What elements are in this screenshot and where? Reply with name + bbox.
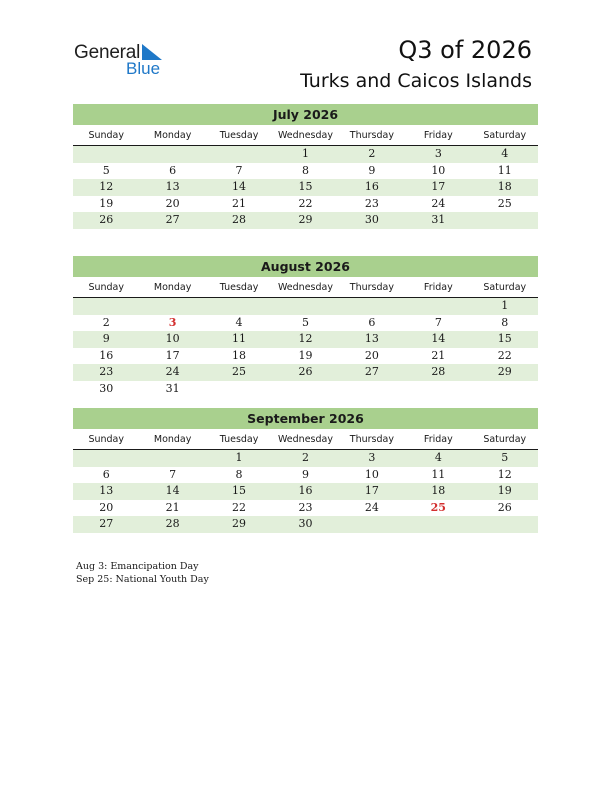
date-cell: 18 [497,180,512,193]
weekday-label: Sunday [88,130,124,141]
date-cell: 4 [235,315,243,329]
date-cell: 23 [99,365,114,378]
weekday-label: Thursday [349,434,394,445]
date-cell [206,146,272,163]
weekday-label: Thursday [349,130,394,141]
month-title: September 2026 [73,408,538,429]
date-cell: 26 [99,213,114,226]
date-cell: 31 [431,213,446,226]
date-cell: 5 [102,163,110,177]
date-cell: 15 [497,332,512,345]
week-row [73,315,538,332]
date-cell: 17 [364,484,379,497]
date-cell: 4 [434,451,442,464]
weekday-label: Monday [153,130,192,141]
date-cell: 28 [232,213,247,226]
weekday-label: Monday [153,434,192,445]
date-cell: 24 [165,365,180,378]
date-cell [472,381,538,398]
date-cell: 6 [169,163,177,177]
date-cell [472,516,538,533]
date-cell: 16 [298,484,313,497]
logo [74,42,161,78]
holiday-note: Sep 25: National Youth Day [76,574,209,585]
date-cell: 18 [232,348,247,362]
holiday-date-cell: 3 [168,315,177,329]
weekday-label: Wednesday [277,434,333,445]
holiday-notes [76,560,209,586]
week-row [73,146,538,163]
date-cell: 29 [232,517,247,530]
date-cell: 10 [431,163,446,177]
date-cell: 3 [368,451,376,464]
weekday-label: Friday [423,282,453,293]
date-cell: 20 [99,500,114,514]
date-cell [139,450,205,467]
date-cell: 2 [368,147,376,160]
date-cell: 7 [235,163,243,177]
weekday-label: Sunday [88,434,124,445]
date-cell [73,146,139,163]
weekday-header-row [73,278,538,298]
month-title: July 2026 [73,104,538,125]
month-calendar [73,256,538,397]
date-cell: 5 [501,451,509,464]
date-cell: 2 [102,315,110,329]
date-cell: 31 [165,381,180,395]
date-cell: 21 [232,196,247,210]
date-cell: 28 [431,365,446,378]
logo-triangle-icon [142,44,162,60]
date-cell: 6 [102,467,110,481]
weekday-label: Friday [423,130,453,141]
date-cell: 13 [99,484,114,497]
date-cell: 8 [235,467,243,481]
weekday-label: Tuesday [219,130,259,141]
date-cell: 28 [165,517,180,530]
week-row [73,331,538,348]
weekday-label: Tuesday [219,282,259,293]
month-title: August 2026 [73,256,538,277]
weekday-label: Tuesday [219,434,259,445]
date-cell [272,298,338,315]
date-cell: 21 [431,348,446,362]
week-row [73,381,538,398]
week-row [73,516,538,533]
date-cell: 1 [501,299,509,312]
date-cell: 5 [301,315,309,329]
date-cell [272,381,338,398]
date-cell: 13 [165,180,180,193]
date-cell: 30 [99,381,114,395]
date-cell: 30 [364,213,379,226]
date-cell: 14 [431,332,446,345]
date-cell: 10 [364,467,379,481]
weekday-label: Wednesday [277,282,333,293]
page-title: Q3 of 2026 [398,36,532,64]
date-cell: 26 [298,365,313,378]
weekday-header-row [73,430,538,450]
date-cell: 18 [431,484,446,497]
week-row [73,196,538,213]
date-cell: 12 [99,180,114,193]
date-cell: 9 [368,163,376,177]
weekday-label: Wednesday [277,130,333,141]
date-cell: 9 [102,332,110,345]
date-cell: 26 [497,500,512,514]
date-cell: 17 [431,180,446,193]
weekday-label: Thursday [349,282,394,293]
logo-blue-text: Blue [126,59,161,78]
date-cell: 24 [431,196,446,210]
date-cell: 19 [497,484,512,497]
date-cell [139,146,205,163]
date-cell: 13 [364,332,379,345]
week-row [73,348,538,365]
date-cell: 25 [232,365,247,378]
holiday-note: Aug 3: Emancipation Day [76,561,199,572]
date-cell: 11 [431,467,446,481]
date-cell: 22 [232,500,247,514]
week-row [73,179,538,196]
date-cell: 2 [301,451,309,464]
weekday-label: Saturday [483,130,527,141]
date-cell: 20 [364,348,379,362]
date-cell [206,298,272,315]
date-cell: 12 [497,467,512,481]
date-cell: 7 [434,315,442,329]
date-cell: 22 [497,348,512,362]
weekday-label: Saturday [483,282,527,293]
weekday-header-row [73,126,538,146]
weekday-label: Sunday [88,282,124,293]
date-cell: 21 [165,500,180,514]
date-cell: 19 [298,348,313,362]
date-cell: 27 [165,213,180,226]
week-row [73,163,538,180]
date-cell [139,298,205,315]
date-cell: 16 [364,180,379,193]
week-row [73,467,538,484]
date-cell: 1 [301,147,309,160]
date-cell: 15 [232,484,247,497]
date-cell: 16 [99,348,114,362]
date-cell [339,381,405,398]
week-row [73,500,538,517]
date-cell: 9 [301,467,309,481]
month-calendar [73,104,538,229]
week-row [73,450,538,467]
logo-general-text: General [74,42,141,63]
month-calendar [73,408,538,533]
weekday-label: Friday [423,434,453,445]
date-cell: 20 [165,196,180,210]
date-cell: 8 [501,315,509,329]
date-cell: 7 [169,467,177,481]
date-cell [73,298,139,315]
date-cell: 29 [298,213,313,226]
holiday-date-cell: 25 [430,500,446,514]
date-cell: 17 [165,348,180,362]
date-cell: 10 [165,332,180,345]
date-cell: 22 [298,196,313,210]
date-cell: 8 [301,163,309,177]
date-cell: 1 [235,451,243,464]
date-cell [405,516,471,533]
weekday-label: Saturday [483,434,527,445]
date-cell: 6 [368,315,376,329]
week-row [73,364,538,381]
date-cell: 12 [298,332,313,345]
date-cell [73,450,139,467]
date-cell: 27 [99,517,114,530]
date-cell: 24 [364,500,379,514]
date-cell [405,381,471,398]
date-cell: 14 [165,484,180,497]
weekday-label: Monday [153,282,192,293]
page-subtitle: Turks and Caicos Islands [300,70,532,92]
date-cell [339,516,405,533]
date-cell: 11 [497,163,512,177]
date-cell [206,381,272,398]
week-row [73,298,538,315]
date-cell: 19 [99,196,114,210]
date-cell: 11 [232,332,247,345]
date-cell: 30 [298,517,313,530]
date-cell: 27 [364,365,379,378]
date-cell: 14 [232,180,247,193]
week-row [73,483,538,500]
date-cell: 23 [364,196,379,210]
week-row [73,212,538,229]
date-cell: 25 [497,196,512,210]
date-cell: 15 [298,180,313,193]
date-cell: 3 [434,147,442,160]
date-cell: 4 [501,147,509,160]
date-cell [339,298,405,315]
date-cell: 23 [298,500,313,514]
date-cell: 29 [497,365,512,378]
date-cell [472,212,538,229]
date-cell [405,298,471,315]
